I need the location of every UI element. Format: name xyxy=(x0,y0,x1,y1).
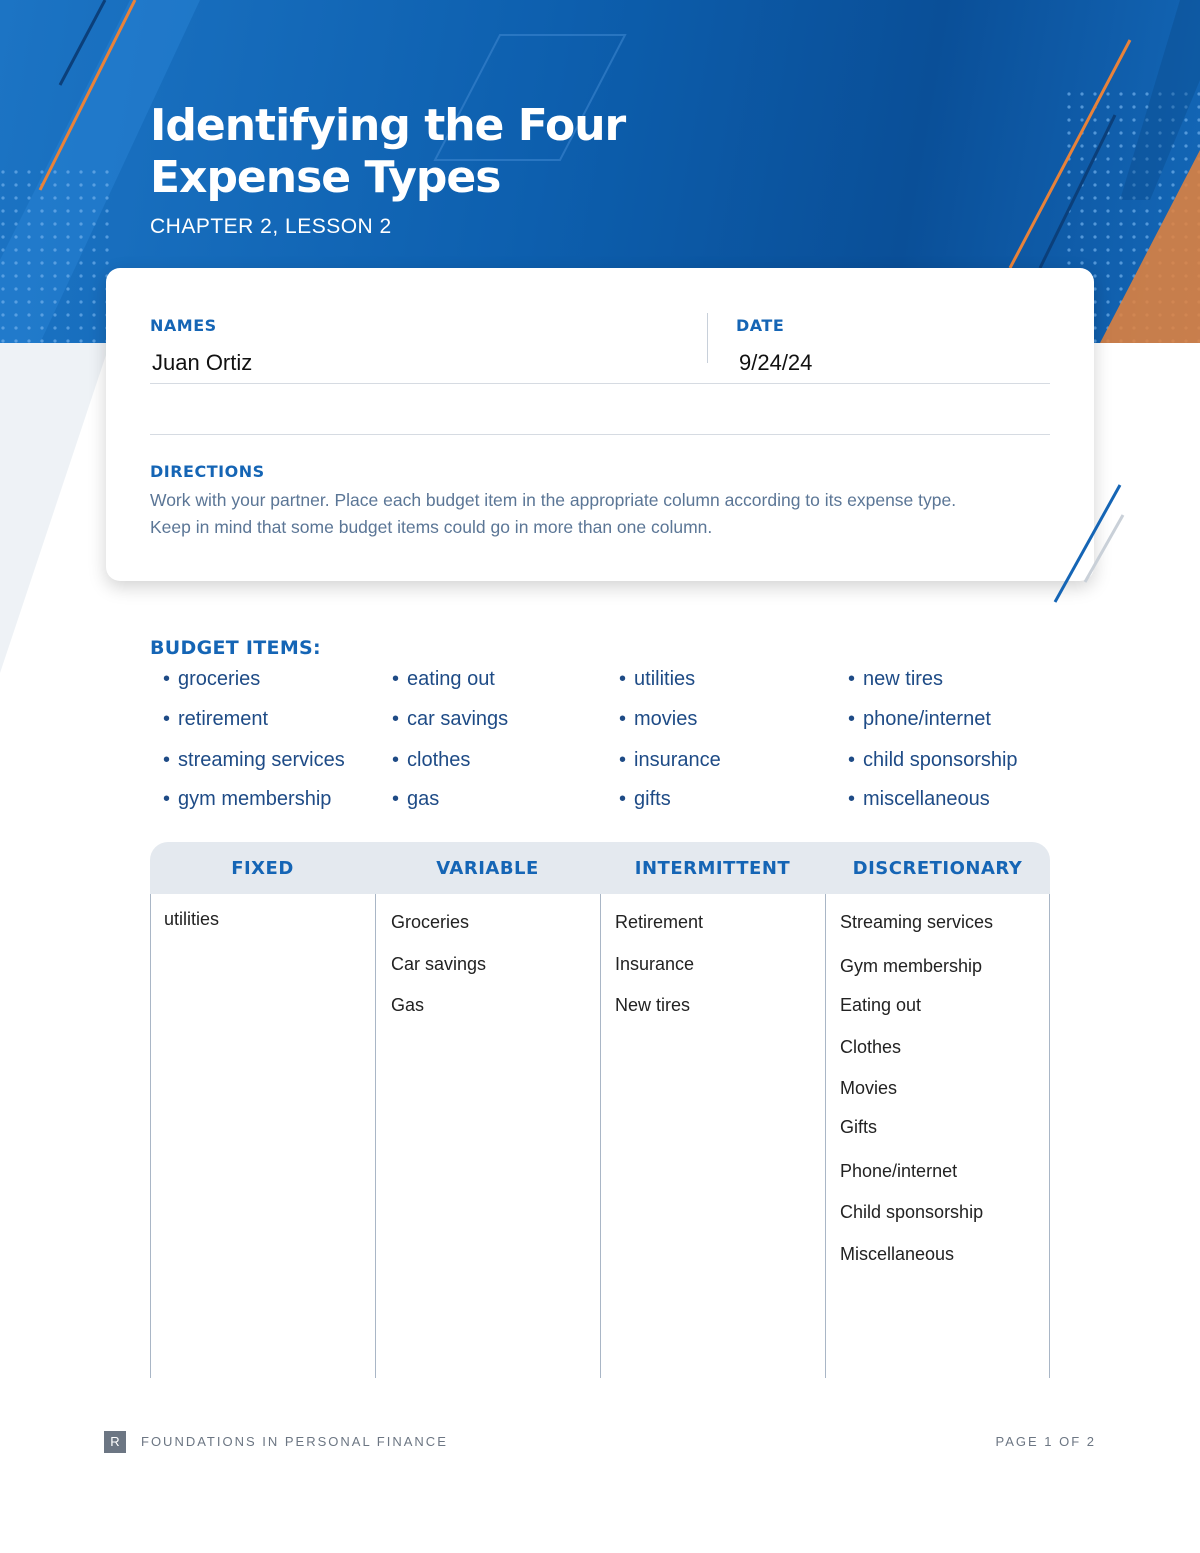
title-line-2: Expense Types xyxy=(150,152,501,203)
names-field[interactable]: Juan Ortiz xyxy=(152,350,253,375)
bullet-icon: • xyxy=(392,708,400,730)
discretionary-entry[interactable]: Miscellaneous xyxy=(840,1244,955,1264)
directions-line-1: Work with your partner. Place each budget item in the appropriate column according to its expense type. xyxy=(150,490,957,510)
bullet-icon: • xyxy=(619,668,627,690)
header-fixed: FIXED xyxy=(231,858,294,879)
directions-text xyxy=(150,487,1070,541)
variable-entry[interactable]: Groceries xyxy=(391,912,470,932)
budget-item: • gym membership xyxy=(163,788,332,810)
chapter-subtitle: CHAPTER 2, LESSON 2 xyxy=(150,215,392,238)
discretionary-entry[interactable]: Gym membership xyxy=(840,956,983,976)
budget-item: • insurance xyxy=(619,749,721,771)
bullet-icon: • xyxy=(163,749,171,771)
budget-item: • gifts xyxy=(619,788,671,810)
column-border xyxy=(150,894,151,1378)
date-field[interactable]: 9/24/24 xyxy=(739,350,813,375)
bullet-icon: • xyxy=(848,749,856,771)
budget-items-title: BUDGET ITEMS: xyxy=(150,637,321,659)
bullet-icon: • xyxy=(848,788,856,810)
bullet-icon: • xyxy=(619,708,627,730)
discretionary-entry[interactable]: Eating out xyxy=(840,995,922,1015)
page-title xyxy=(150,100,625,204)
fixed-entry[interactable]: utilities xyxy=(164,909,220,929)
budget-item: • child sponsorship xyxy=(848,749,1018,771)
discretionary-entry[interactable]: Streaming services xyxy=(840,912,994,932)
discretionary-entry[interactable]: Gifts xyxy=(840,1117,878,1137)
bullet-icon: • xyxy=(163,668,171,690)
column-border xyxy=(600,894,601,1378)
discretionary-entry[interactable]: Movies xyxy=(840,1078,898,1098)
date-label: DATE xyxy=(736,316,785,335)
intermittent-entry[interactable]: Insurance xyxy=(615,954,695,974)
budget-item: • utilities xyxy=(619,668,696,690)
budget-item: • new tires xyxy=(848,668,944,690)
bullet-icon: • xyxy=(392,788,400,810)
header-variable: VARIABLE xyxy=(436,858,539,879)
column-border xyxy=(825,894,826,1378)
card-decoration xyxy=(1045,480,1135,610)
budget-item: • miscellaneous xyxy=(848,788,990,810)
budget-item: • eating out xyxy=(392,668,495,690)
discretionary-entry[interactable]: Child sponsorship xyxy=(840,1202,984,1222)
budget-item: • gas xyxy=(392,788,440,810)
bullet-icon: • xyxy=(163,788,171,810)
expense-table-header xyxy=(150,842,1050,894)
names-underline xyxy=(150,383,1050,384)
discretionary-entry[interactable]: Phone/internet xyxy=(840,1161,958,1181)
budget-item: • phone/internet xyxy=(848,708,991,730)
bullet-icon: • xyxy=(163,708,171,730)
budget-item: • clothes xyxy=(392,749,471,771)
directions-label: DIRECTIONS xyxy=(150,462,265,481)
discretionary-entry[interactable]: Clothes xyxy=(840,1037,902,1057)
budget-item: • streaming services xyxy=(163,749,345,771)
bullet-icon: • xyxy=(619,749,627,771)
budget-item: • car savings xyxy=(392,708,509,730)
bullet-icon: • xyxy=(392,668,400,690)
info-card xyxy=(106,268,1094,581)
field-divider xyxy=(707,313,708,363)
bullet-icon: • xyxy=(848,708,856,730)
brand-logo: R xyxy=(104,1431,126,1453)
bullet-icon: • xyxy=(392,749,400,771)
bullet-icon: • xyxy=(619,788,627,810)
column-border xyxy=(1049,894,1050,1378)
budget-item: • groceries xyxy=(163,668,261,690)
page-number: PAGE 1 OF 2 xyxy=(995,1434,1096,1449)
section-divider xyxy=(150,434,1050,435)
header-intermittent: INTERMITTENT xyxy=(634,858,791,879)
names-label: NAMES xyxy=(150,316,217,335)
variable-entry[interactable]: Car savings xyxy=(391,954,487,974)
intermittent-entry[interactable]: New tires xyxy=(615,995,691,1015)
title-line-1: Identifying the Four xyxy=(150,100,626,151)
budget-item: • movies xyxy=(619,708,698,730)
directions-line-2: Keep in mind that some budget items could go in more than one column. xyxy=(150,517,713,537)
variable-entry[interactable]: Gas xyxy=(391,995,425,1015)
column-border xyxy=(375,894,376,1378)
intermittent-entry[interactable]: Retirement xyxy=(615,912,704,932)
header-discretionary: DISCRETIONARY xyxy=(852,858,1023,879)
footer-title: FOUNDATIONS IN PERSONAL FINANCE xyxy=(141,1434,448,1449)
budget-item: • retirement xyxy=(163,708,269,730)
bullet-icon: • xyxy=(848,668,856,690)
